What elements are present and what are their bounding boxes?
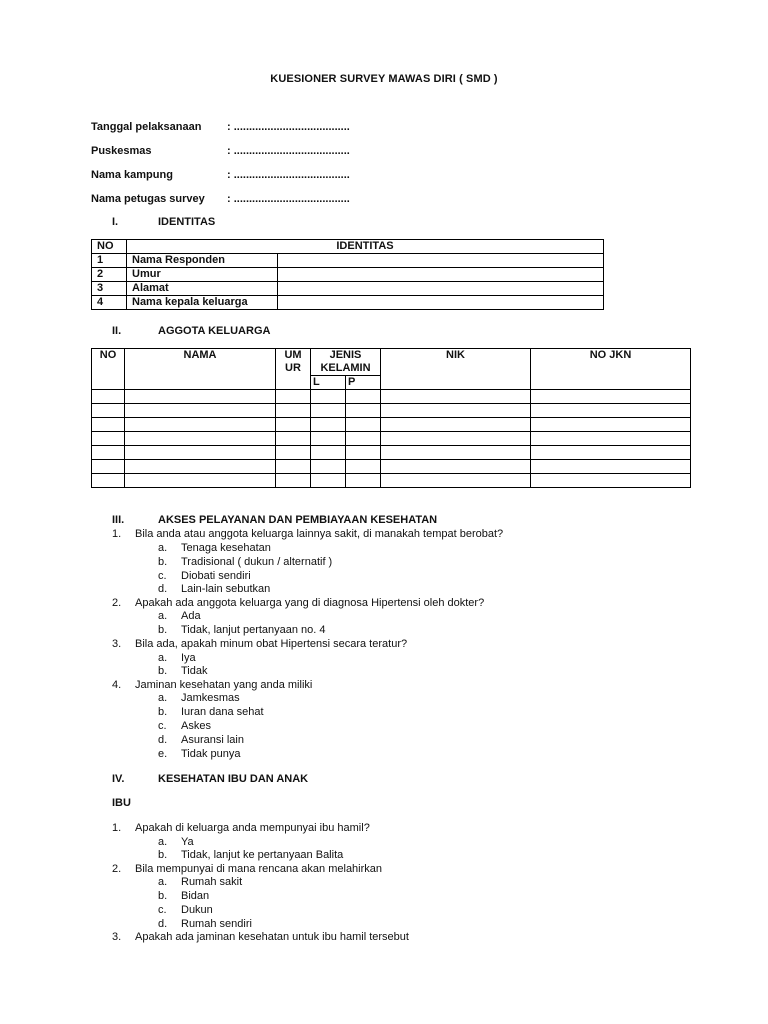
subsection-ibu: IBU <box>112 797 131 809</box>
question-text: Jaminan kesehatan yang anda miliki <box>135 679 313 691</box>
table-row <box>92 282 604 296</box>
table-header-l: L <box>311 376 346 390</box>
table-header-p: P <box>346 376 381 390</box>
jenis-line-2: KELAMIN <box>320 362 371 374</box>
option-letter: b. <box>158 849 168 861</box>
table-row <box>92 268 604 282</box>
question-number: 4. <box>112 679 122 691</box>
option-letter: a. <box>158 610 168 622</box>
identity-table <box>91 239 604 310</box>
option-text: Tidak <box>181 665 208 677</box>
option-text: Bidan <box>181 890 210 902</box>
cell-answer[interactable] <box>278 296 604 310</box>
section-3-title: AKSES PELAYANAN DAN PEMBIAYAAN KESEHATAN <box>158 514 438 526</box>
section-3-number: III. <box>112 514 125 526</box>
option-text: Ada <box>181 610 201 622</box>
option-letter: d. <box>158 918 168 930</box>
table-header-no: NO <box>92 240 127 254</box>
field-label-kampung: Nama kampung <box>91 169 173 181</box>
option-letter: a. <box>158 692 168 704</box>
option-letter: b. <box>158 706 168 718</box>
table-row <box>92 296 604 310</box>
table-row[interactable] <box>92 474 691 488</box>
option-letter: a. <box>158 542 168 554</box>
table-row <box>92 349 691 376</box>
table-header-no: NO <box>92 349 125 390</box>
jenis-line-1: JENIS <box>329 349 362 361</box>
table-row[interactable] <box>92 432 691 446</box>
option-text: Jamkesmas <box>181 692 240 704</box>
field-value-puskesmas[interactable]: : ...................................... <box>227 145 350 157</box>
field-label-petugas: Nama petugas survey <box>91 193 205 205</box>
question-number: 1. <box>112 528 122 540</box>
option-letter: e. <box>158 748 168 760</box>
option-letter: a. <box>158 876 168 888</box>
cell-answer[interactable] <box>278 282 604 296</box>
table-row[interactable] <box>92 390 691 404</box>
cell-label: Umur <box>127 268 278 282</box>
option-text: Dukun <box>181 904 213 916</box>
question-text: Apakah ada jaminan kesehatan untuk ibu hamil tersebut <box>135 931 409 943</box>
option-text: Rumah sendiri <box>181 918 252 930</box>
table-header-nama: NAMA <box>125 349 276 390</box>
field-label-puskesmas: Puskesmas <box>91 145 152 157</box>
umur-line-1: UM <box>284 349 302 361</box>
option-text: Tradisional ( dukun / alternatif ) <box>181 556 333 568</box>
cell-no: 3 <box>92 282 127 296</box>
cell-answer[interactable] <box>278 254 604 268</box>
question-text: Bila anda atau anggota keluarga lainnya sakit, di manakah tempat berobat? <box>135 528 504 540</box>
option-letter: c. <box>158 570 167 582</box>
cell-answer[interactable] <box>278 268 604 282</box>
table-row[interactable] <box>92 418 691 432</box>
option-letter: b. <box>158 665 168 677</box>
table-row[interactable] <box>92 404 691 418</box>
question-text: Bila mempunyai di mana rencana akan melahirkan <box>135 863 383 875</box>
question-text: Apakah di keluarga anda mempunyai ibu hamil? <box>135 822 370 834</box>
question-number: 2. <box>112 863 122 875</box>
option-letter: b. <box>158 556 168 568</box>
field-value-tanggal[interactable]: : ...................................... <box>227 121 350 133</box>
option-letter: b. <box>158 624 168 636</box>
cell-no: 2 <box>92 268 127 282</box>
cell-no: 4 <box>92 296 127 310</box>
section-2-title: AGGOTA KELUARGA <box>158 325 271 337</box>
option-text: Tidak, lanjut pertanyaan no. 4 <box>181 624 326 636</box>
field-value-kampung[interactable]: : ...................................... <box>227 169 350 181</box>
option-text: Iuran dana sehat <box>181 706 264 718</box>
option-text: Tenaga kesehatan <box>181 542 271 554</box>
question-text: Apakah ada anggota keluarga yang di diagnosa Hipertensi oleh dokter? <box>135 597 485 609</box>
cell-label: Nama kepala keluarga <box>127 296 278 310</box>
umur-line-2: UR <box>285 362 301 374</box>
document-title: KUESIONER SURVEY MAWAS DIRI ( SMD ) <box>270 73 498 85</box>
option-letter: d. <box>158 583 168 595</box>
option-text: Diobati sendiri <box>181 570 251 582</box>
option-text: Rumah sakit <box>181 876 243 888</box>
option-text: Askes <box>181 720 211 732</box>
option-text: Tidak, lanjut ke pertanyaan Balita <box>181 849 344 861</box>
option-text: Asuransi lain <box>181 734 244 746</box>
table-header-nik: NIK <box>381 349 531 390</box>
table-row <box>92 254 604 268</box>
question-number: 3. <box>112 931 122 943</box>
option-letter: c. <box>158 720 167 732</box>
option-text: Lain-lain sebutkan <box>181 583 271 595</box>
question-number: 3. <box>112 638 122 650</box>
option-letter: a. <box>158 836 168 848</box>
table-header-jenis-kelamin <box>311 349 381 376</box>
option-letter: d. <box>158 734 168 746</box>
section-1-number: I. <box>112 216 119 228</box>
table-header-jkn: NO JKN <box>531 349 691 390</box>
option-text: Tidak punya <box>181 748 241 760</box>
option-letter: c. <box>158 904 167 916</box>
question-number: 1. <box>112 822 122 834</box>
option-letter: b. <box>158 890 168 902</box>
cell-label: Alamat <box>127 282 278 296</box>
family-table <box>91 348 691 488</box>
field-label-tanggal: Tanggal pelaksanaan <box>91 121 202 133</box>
table-row[interactable] <box>92 446 691 460</box>
section-4-title: KESEHATAN IBU DAN ANAK <box>158 773 309 785</box>
option-text: Iya <box>181 652 196 664</box>
table-header-identitas: IDENTITAS <box>127 240 604 254</box>
option-letter: a. <box>158 652 168 664</box>
section-1-title: IDENTITAS <box>158 216 216 228</box>
section-4-number: IV. <box>112 773 125 785</box>
section-2-number: II. <box>112 325 122 337</box>
question-number: 2. <box>112 597 122 609</box>
table-row <box>92 240 604 254</box>
cell-label: Nama Responden <box>127 254 278 268</box>
option-text: Ya <box>181 836 194 848</box>
cell-no: 1 <box>92 254 127 268</box>
question-text: Bila ada, apakah minum obat Hipertensi secara teratur? <box>135 638 408 650</box>
table-header-umur <box>276 349 311 390</box>
table-row[interactable] <box>92 460 691 474</box>
field-value-petugas[interactable]: : ...................................... <box>227 193 350 205</box>
